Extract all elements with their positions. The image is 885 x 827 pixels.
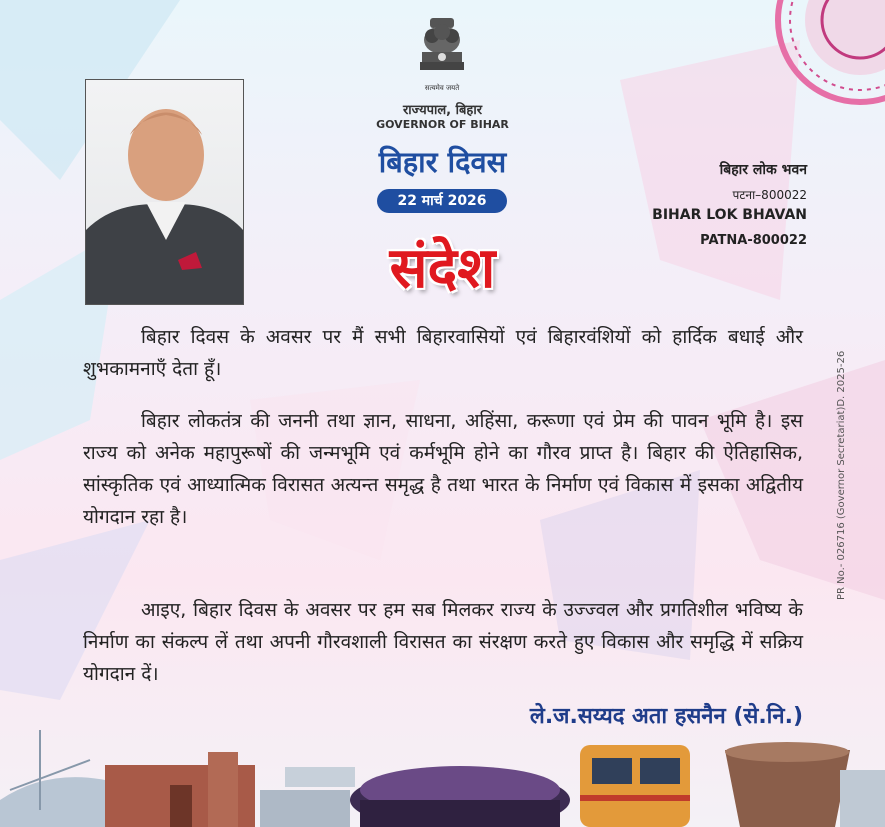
signature-name: ले.ज.सय्यद अता हसनैन (से.नि.) bbox=[529, 704, 803, 729]
message-heading: संदेश bbox=[389, 236, 496, 301]
message-paragraph-2: बिहार लोकतंत्र की जननी तथा ज्ञान, साधना, अहिंसा, करूणा एवं प्रेम की पावन भूमि है। इस राज्य को अनेक महापुरूषों की जन्मभूमि एवं कर्मभूमि होने का गौरव प्राप्त है। बिहार की ऐतिहासिक, सांस्कृतिक एवं आध्यात्मिक विरासत अत्यन्त समृद्ध है तथा भारत के निर्माण एवं विकास में इसका अद्वितीय योगदान रहा है। bbox=[83, 410, 803, 528]
message-paragraph-1: बिहार दिवस के अवसर पर मैं सभी बिहारवासियों एवं बिहारवंशियों को हार्दिक बधाई और शुभकामनाएँ देता हूँ। bbox=[83, 326, 803, 380]
pr-number: PR No.- 026716 (Governor Secretariat)D. 2025-26 bbox=[836, 350, 847, 600]
office-title-english: GOVERNOR OF BIHAR bbox=[376, 118, 509, 131]
office-title-hindi: राज्यपाल, बिहार bbox=[402, 103, 483, 118]
skyline-illustration bbox=[0, 730, 885, 827]
address-english-line2: PATNA-800022 bbox=[700, 233, 807, 248]
national-emblem-icon bbox=[412, 12, 472, 98]
event-title: बिहार दिवस bbox=[378, 145, 507, 179]
date-badge: 22 मार्च 2026 bbox=[377, 189, 507, 213]
message-paragraph-3: आइए, बिहार दिवस के अवसर पर हम सब मिलकर राज्य के उज्ज्वल और प्रगतिशील भविष्य के निर्माण का संकल्प लें तथा अपनी गौरवशाली विरासत का संरक्षण करते हुए विकास और समृद्धि में सक्रिय योगदान दें। bbox=[83, 599, 803, 685]
emblem-motto: सत्यमेव जयते bbox=[424, 84, 460, 92]
address-hindi-line2: पटना–800022 bbox=[732, 188, 807, 202]
address-hindi-line1: बिहार लोक भवन bbox=[719, 162, 807, 178]
address-english-line1: BIHAR LOK BHAVAN bbox=[652, 207, 807, 223]
